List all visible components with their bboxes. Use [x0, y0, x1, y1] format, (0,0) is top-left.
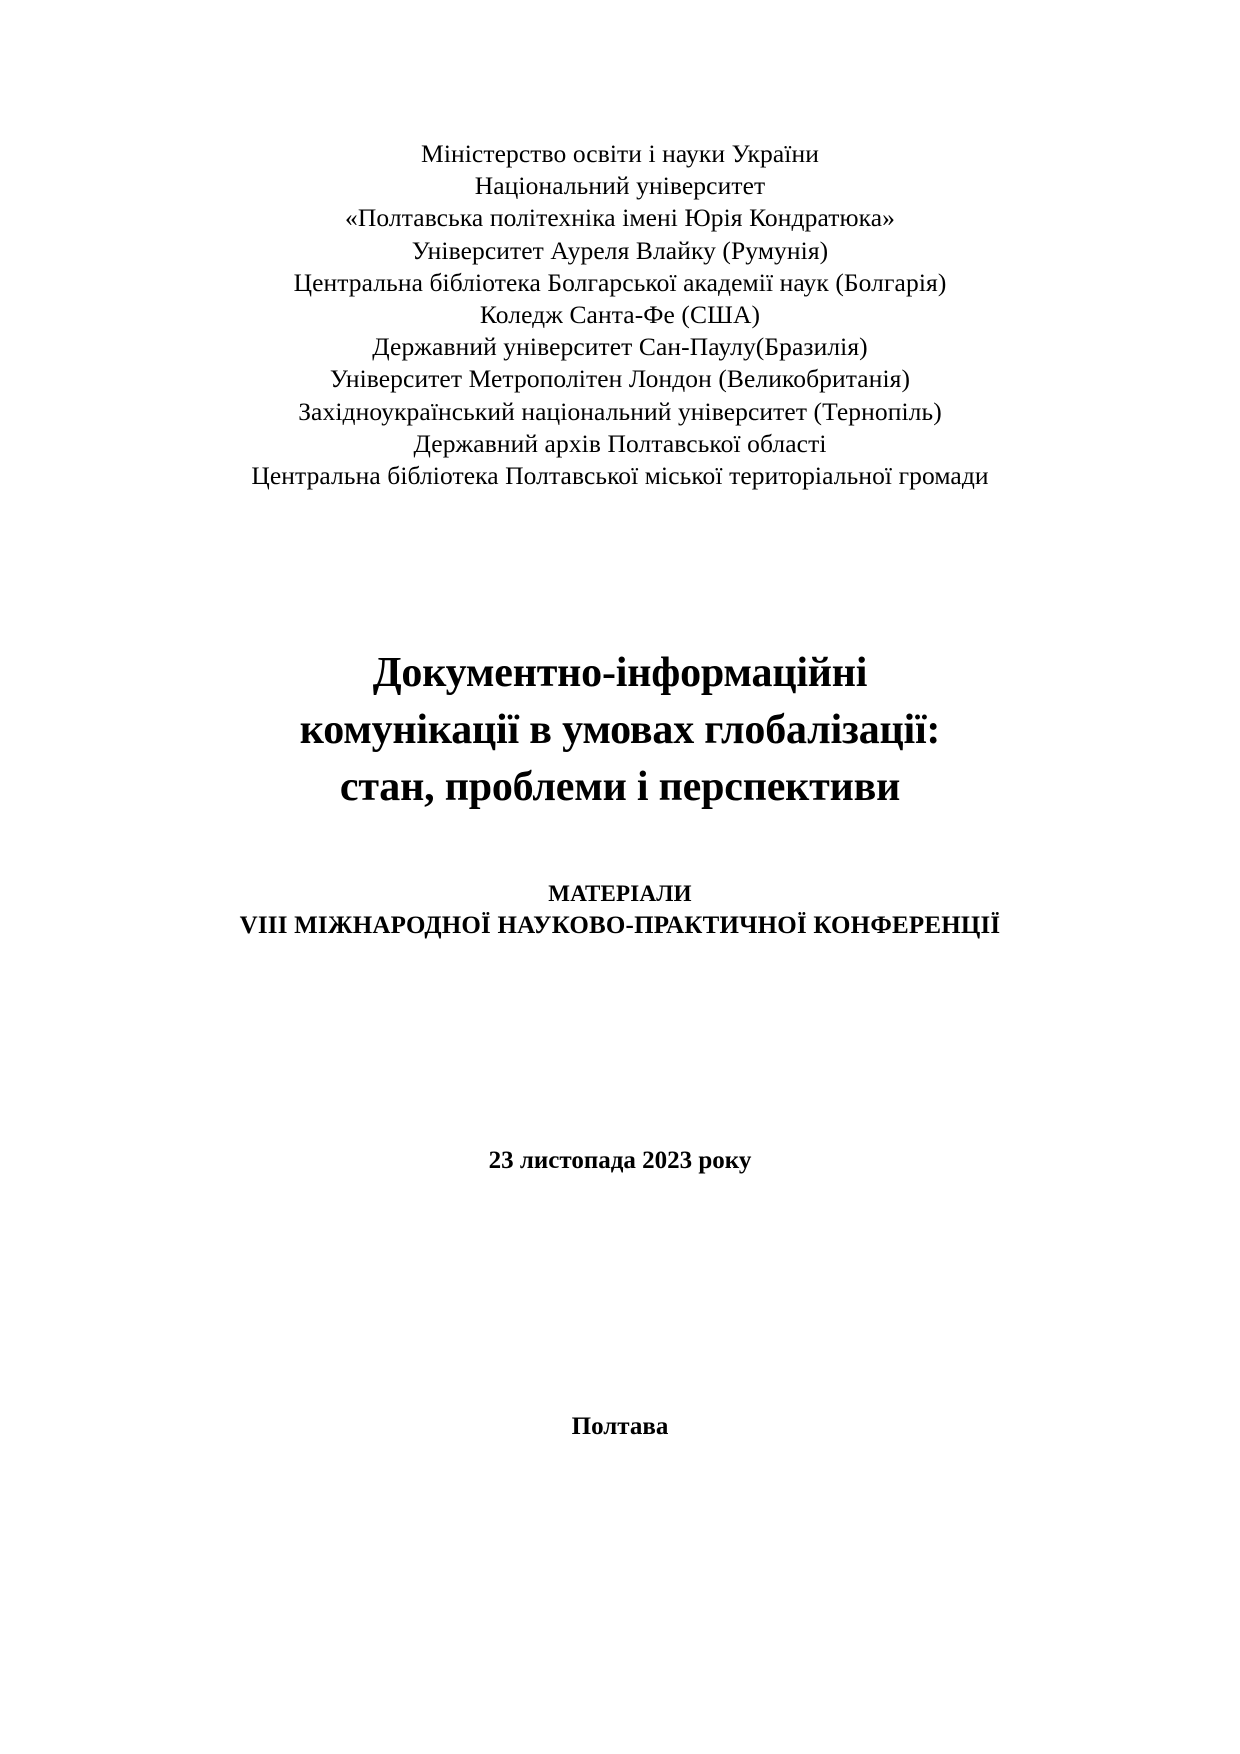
title-line: Документно-інформаційні [372, 650, 868, 696]
organizations-block [0, 138, 1240, 492]
organization-line: Міністерство освіти і науки України [421, 139, 819, 168]
organization-line: Державний архів Полтавської області [413, 428, 827, 458]
subtitle [0, 878, 1240, 942]
organization-line: «Полтавська політехніка імені Юрія Кондратюка» [345, 203, 895, 233]
organization-line: Національний університет [474, 171, 766, 201]
title-line: стан, проблеми і перспективи [339, 764, 901, 810]
organization-line: Центральна бібліотека Болгарської академії наук (Болгарія) [293, 267, 947, 297]
subtitle-conference: VIII МІЖНАРОДНОЇ НАУКОВО-ПРАКТИЧНОЇ КОНФЕРЕНЦІЇ [239, 912, 1001, 939]
organization-line: Центральна бібліотека Полтавської міської територіальної громади [251, 461, 989, 491]
date-text: 23 листопада 2023 року [488, 1147, 752, 1174]
organization-line: Університет Метрополітен Лондон (Великобританія) [329, 364, 911, 394]
organization-line: Державний університет Сан-Паулу(Бразилія) [372, 332, 868, 362]
subtitle-materials: МАТЕРІАЛИ [548, 881, 692, 906]
title-line: комунікації в умовах глобалізації: [299, 707, 941, 753]
publication-city [0, 1412, 1240, 1442]
conference-date [0, 1146, 1240, 1176]
page-title [0, 645, 1240, 816]
city-text: Полтава [571, 1413, 669, 1440]
organization-line: Університет Ауреля Влайку (Румунія) [411, 235, 829, 265]
organization-line: Коледж Санта-Фе (США) [479, 300, 761, 330]
organization-line: Західноукраїнський національний університет (Тернопіль) [298, 396, 942, 426]
